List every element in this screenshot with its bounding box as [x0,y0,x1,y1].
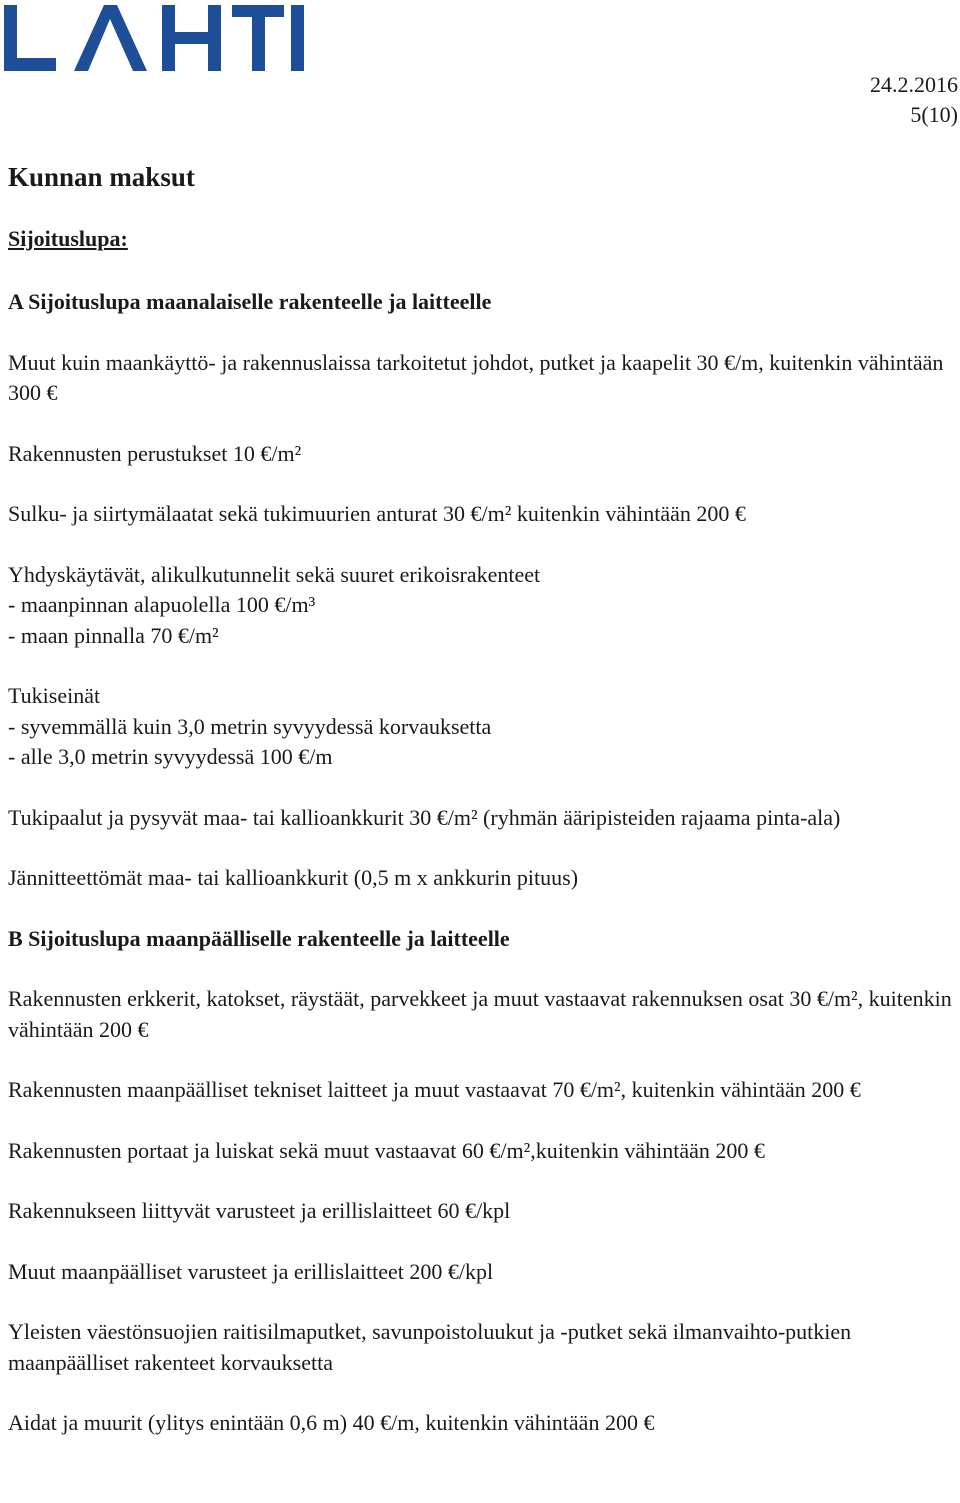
fee-item: Muut kuin maankäyttö- ja rakennuslaissa tarkoitetut johdot, putket ja kaapelit 30 €/m, kuitenkin vähintään 300 € [8,349,944,405]
fee-item: Rakennusten erkkerit, katokset, räystäät, parvekkeet ja muut vastaavat rakennuksen osat 30 €/m², kuitenkin vähintään 200 € [8,986,952,1042]
fee-item: Yleisten väestönsuojien raitisilmaputket, savunpoistoluukut ja -putket sekä ilmanvaihto-putkien maanpäälliset rakenteet korvauksetta [8,1319,852,1375]
fee-item: Rakennusten portaat ja luiskat sekä muut vastaavat 60 €/m²,kuitenkin vähintään 200 € [8,1137,765,1163]
fee-item-group [8,681,953,773]
document-date: 24.2.2016 [870,72,958,97]
fee-item-subline: - maan pinnalla 70 €/m² [8,622,219,648]
lahti-logo [4,3,304,73]
document-meta [870,70,958,130]
page-title: Kunnan maksut [8,162,195,192]
page-number: 5(10) [910,102,958,127]
fee-item-subline: - alle 3,0 metrin syvyydessä 100 €/m [8,744,333,769]
fee-item: Sulku- ja siirtymälaatat sekä tukimuurien anturat 30 €/m² kuitenkin vähintään 200 € [8,501,746,526]
fee-item-title: Yhdyskäytävät, alikulkutunnelit sekä suuret erikoisrakenteet [8,561,541,587]
fee-item: Rakennusten perustukset 10 €/m² [8,440,302,466]
section-subtitle: Sijoituslupa: [8,226,128,251]
document-body [8,287,953,1469]
fee-item: Tukipaalut ja pysyvät maa- tai kallioankkurit 30 €/m² (ryhmän ääripisteiden rajaama pinta-ala) [8,804,841,830]
fee-item: Jännitteettömät maa- tai kallioankkurit (0,5 m x ankkurin pituus) [8,865,579,890]
fee-item-subline: - maanpinnan alapuolella 100 €/m³ [8,592,316,617]
fee-item: Rakennukseen liittyvät varusteet ja erillislaitteet 60 €/kpl [8,1198,511,1223]
fee-item: Muut maanpäälliset varusteet ja erillislaitteet 200 €/kpl [8,1258,494,1284]
section-a-heading: A Sijoituslupa maanalaiselle rakenteelle ja laitteelle [8,289,492,314]
fee-item-title: Tukiseinät [8,683,101,708]
fee-item: Aidat ja muurit (ylitys enintään 0,6 m) 40 €/m, kuitenkin vähintään 200 € [8,1410,655,1435]
fee-item: Rakennusten maanpäälliset tekniset laitteet ja muut vastaavat 70 €/m², kuitenkin vähintään 200 € [8,1077,861,1102]
section-b-heading: B Sijoituslupa maanpäälliselle rakenteelle ja laitteelle [8,925,510,951]
fee-item-group [8,560,953,652]
fee-item-subline: - syvemmällä kuin 3,0 metrin syvyydessä korvauksetta [8,713,492,739]
